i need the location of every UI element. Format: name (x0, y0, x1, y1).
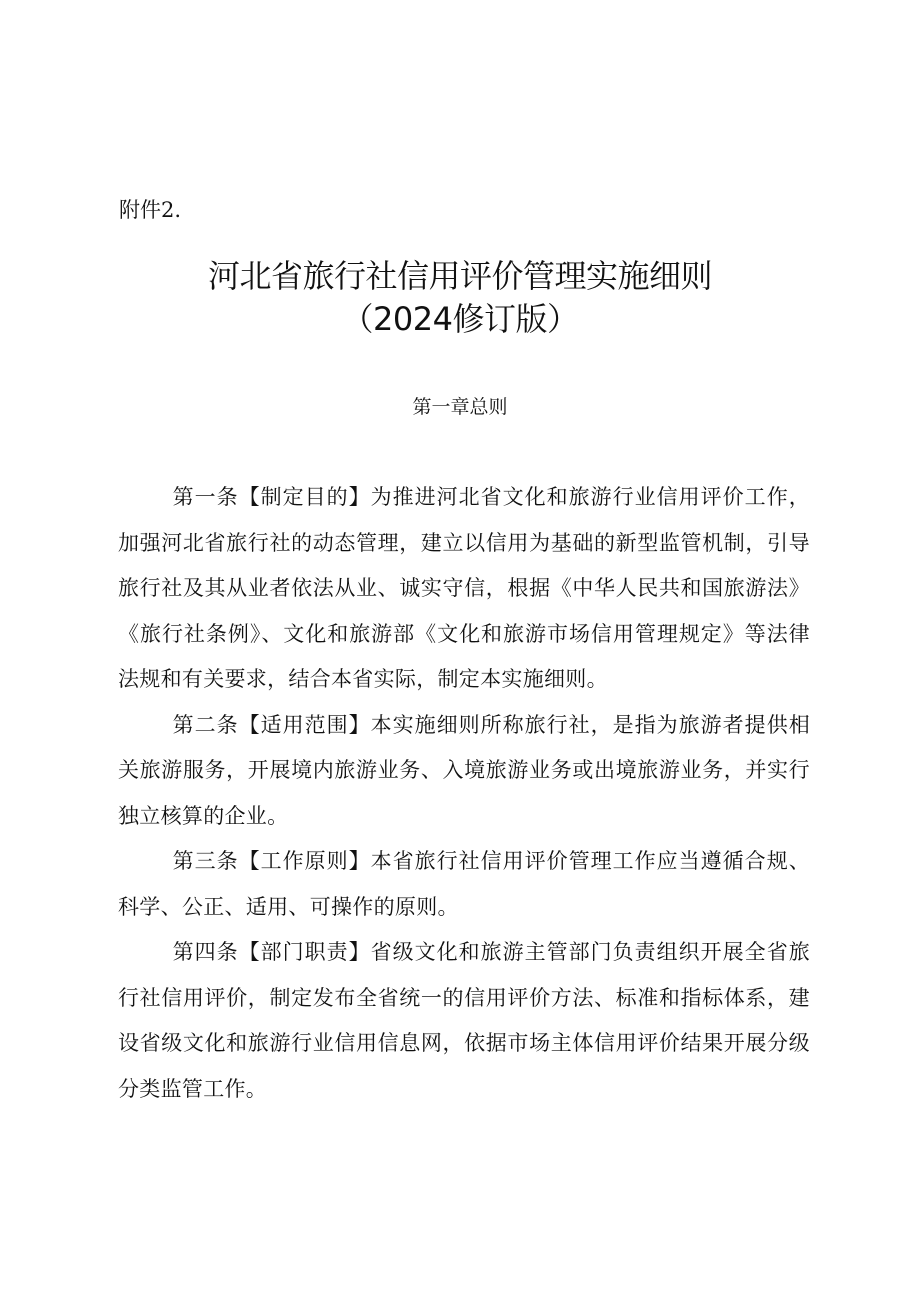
chapter-heading: 第一章总则 (412, 396, 508, 418)
document-body (118, 475, 810, 1112)
document-title: 河北省旅行社信用评价管理实施细则 (207, 257, 712, 295)
attachment-label: 附件2. (119, 198, 182, 222)
article-1: 第一条【制定目的】为推进河北省文化和旅游行业信用评价工作，加强河北省旅行社的动态管理，建立以信用为基础的新型监管机制，引导旅行社及其从业者依法从业、诚实守信，根据《中华人民共和国旅游法》《旅行社条例》、文化和旅游部《文化和旅游市场信用管理规定》等法律法规和有关要求，结合本省实际，制定本实施细则。 (118, 485, 810, 691)
article-3: 第三条【工作原则】本省旅行社信用评价管理工作应当遵循合规、科学、公正、适用、可操作的原则。 (118, 849, 810, 919)
article-4: 第四条【部门职责】省级文化和旅游主管部门负责组织开展全省旅行社信用评价，制定发布全省统一的信用评价方法、标准和指标体系，建设省级文化和旅游行业信用信息网，依据市场主体信用评价结果开展分级分类监管工作。 (118, 940, 810, 1101)
article-2: 第二条【适用范围】本实施细则所称旅行社，是指为旅游者提供相关旅游服务，开展境内旅游业务、入境旅游业务或出境旅游业务，并实行独立核算的企业。 (118, 712, 810, 828)
document-subtitle: （2024修订版） (341, 300, 579, 338)
